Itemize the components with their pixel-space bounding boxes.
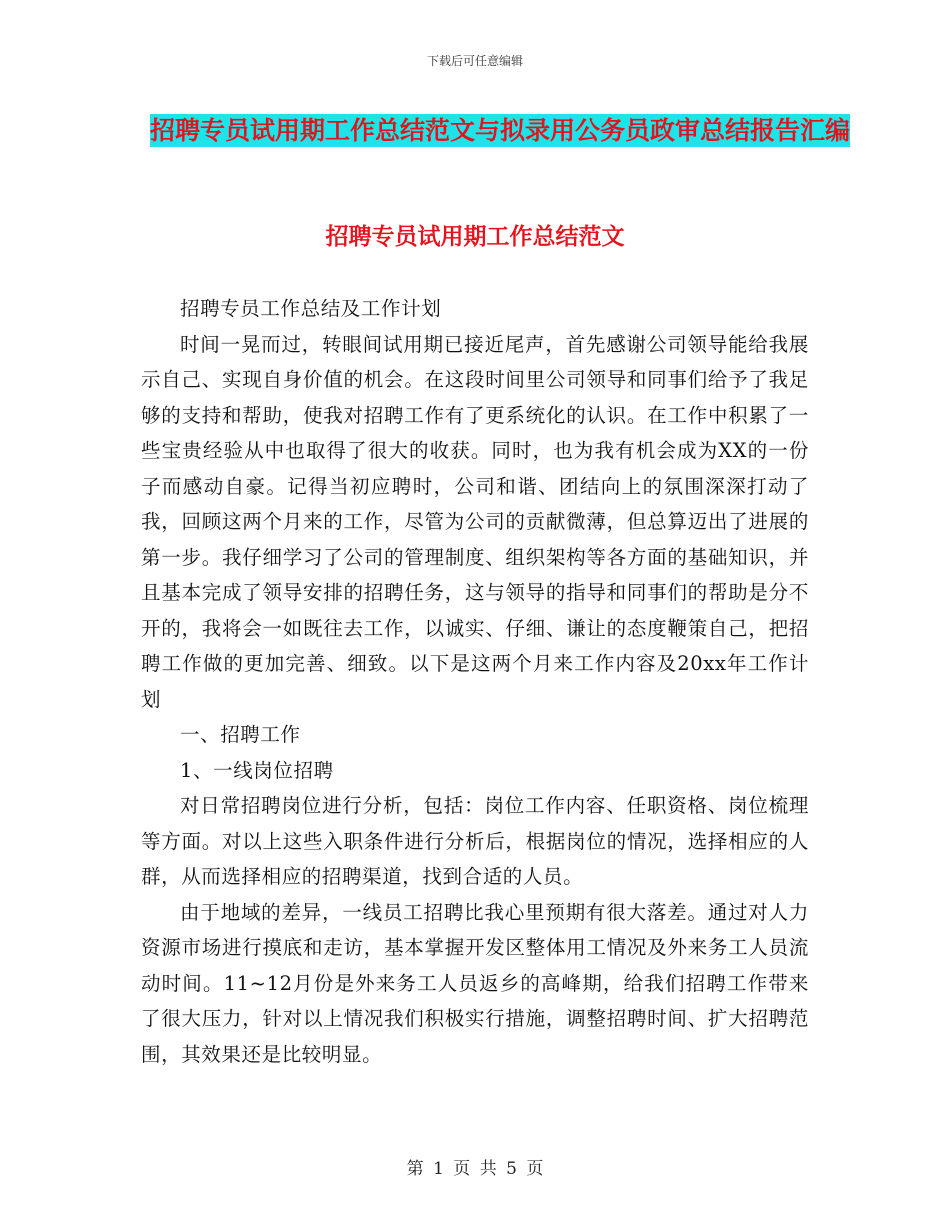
heading-recruitment: 一、招聘工作 <box>180 723 301 746</box>
heading-frontline-recruitment: 1、一线岗位招聘 <box>180 758 334 782</box>
document-title-highlight: 招聘专员试用期工作总结范文与拟录用公务员政审总结报告汇编 <box>149 116 850 145</box>
paragraph-subtitle: 招聘专员工作总结及工作计划 <box>180 297 442 320</box>
document-title <box>140 108 860 154</box>
paragraph-position-analysis: 对日常招聘岗位进行分析，包括：岗位工作内容、任职资格、岗位梳理等方面。对以上这些入职条件进行分析后，根据岗位的情况，选择相应的人群，从而选择相应的招聘渠道，找到合适的人员。 <box>141 794 809 888</box>
paragraph-intro: 时间一晃而过，转眼间试用期已接近尾声，首先感谢公司领导能给我展示自己、实现自身价值的机会。在这段时间里公司领导和同事们给予了我足够的支持和帮助，使我对招聘工作有了更系统化的认识。在工作中积累了一些宝贵经验从中也取得了很大的收获。同时，也为我有机会成为XX的一份子而感动自豪。记得当初应聘时，公司和谐、团结向上的氛围深深打动了我，回顾这两个月来的工作，尽管为公司的贡献微薄，但总算迈出了进展的第一步。我仔细学习了公司的管理制度、组织架构等各方面的基础知识，并且基本完成了领导安排的招聘任务，这与领导的指导和同事们的帮助是分不开的，我将会一如既往去工作，以诚实、仔细、谦让的态度鞭策自己，把招聘工作做的更加完善、细致。以下是这两个月来工作内容及20xx年工作计划 <box>141 332 809 711</box>
section-title: 招聘专员试用期工作总结范文 <box>325 224 625 250</box>
paragraph-regional-difference: 由于地域的差异，一线员工招聘比我心里预期有很大落差。通过对人力资源市场进行摸底和走访，基本掌握开发区整体用工情况及外来务工人员流动时间。11~12月份是外来务工人员返乡的高峰期，给我们招聘工作带来了很大压力，针对以上情况我们积极实行措施，调整招聘时间、扩大招聘范围，其效果还是比较明显。 <box>141 900 809 1066</box>
header-note: 下载后可任意编辑 <box>426 54 523 68</box>
document-body <box>141 291 809 1072</box>
page-footer: 第 1 页 共 5 页 <box>406 1159 544 1179</box>
